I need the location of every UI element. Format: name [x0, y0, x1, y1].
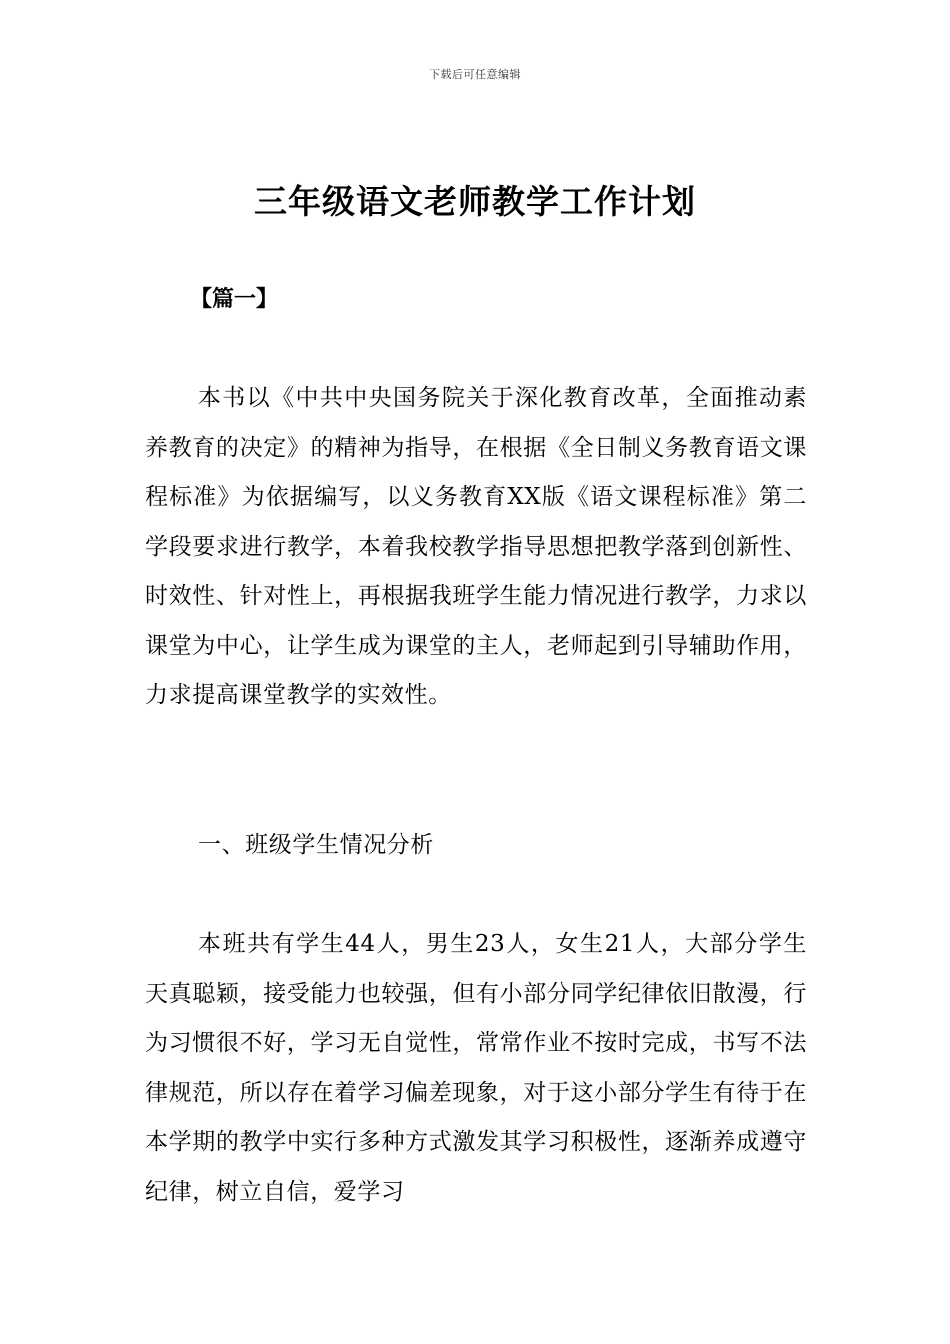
- document-title: 三年级语文老师教学工作计划: [254, 182, 696, 221]
- section-tag: 【篇一】: [190, 287, 279, 312]
- header-note: 下载后可任意编辑: [429, 68, 521, 81]
- section-heading-class-analysis: 一、班级学生情况分析: [198, 832, 434, 858]
- paragraph-class-analysis: 本班共有学生44人，男生23人，女生21人，大部分学生天真聪颖，接受能力也较强，但有小部分同学纪律依旧散漫，行为习惯很不好，学习无自觉性，常常作业不按时完成，书写不法律规范，所以存在着学习偏差现象，对于这小部分学生有待于在本学期的教学中实行多种方式激发其学习积极性，逐渐养成遵守纪律，树立自信，爱学习: [145, 931, 807, 1205]
- paragraph-intro: 本书以《中共中央国务院关于深化教育改革，全面推动素养教育的决定》的精神为指导，在根据《全日制义务教育语文课程标准》为依据编写，以义务教育XX版《语文课程标准》第二学段要求进行教学，本着我校教学指导思想把教学落到创新性、时效性、针对性上，再根据我班学生能力情况进行教学，力求以课堂为中心，让学生成为课堂的主人，老师起到引导辅助作用，力求提高课堂教学的实效性。: [145, 385, 807, 708]
